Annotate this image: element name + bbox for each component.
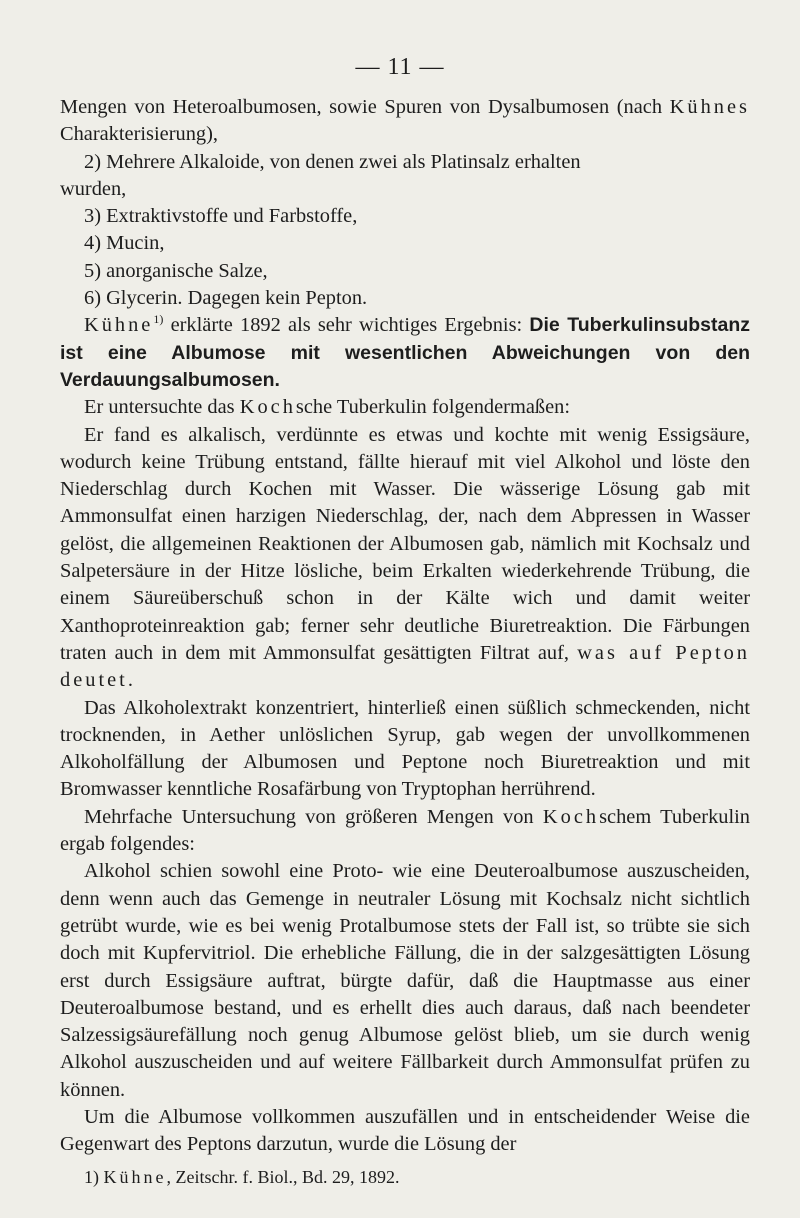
list-item-5: 5) anorganische Salze, [84, 259, 268, 282]
paragraph-text: Mehrfache Untersuchung von größeren Mengen von [84, 805, 543, 828]
footnote [84, 1165, 744, 1189]
paragraph-text: Er untersuchte das [84, 396, 240, 419]
paragraph-text: Er fand es alkalisch, verdünnte es etwas und kochte mit wenig Essigsäure, wodurch keine Trübung entstand, fällte hierauf mit viel Alkohol und löste den Niederschlag durch Kochen mit Wasser. Die wässerige Lösung gab mit Ammonsulfat einen harzigen Niederschlag, der, nach dem Abpressen in Wasser gelöst, die allgemeinen Reaktionen der Albumosen gab, nämlich mit Kochsalz und Salpetersäure in der Hitze lösliche, beim Erkalten wiederkehrende Trübung, die einem Säureüberschuß schon in der Kälte wich und damit weiter Xanthoproteinreaktion gab; ferner sehr deutliche Biuretreaktion. Die Färbungen traten auch in dem mit Ammonsulfat gesättigten Filtrat auf, [60, 423, 750, 664]
paragraph-findings [60, 422, 750, 695]
list-item-3: 3) Extraktivstoffe und Farbstoffe, [84, 205, 358, 228]
author-name: Kühne [84, 314, 154, 337]
list-item-6: 6) Glycerin. Dagegen kein Pepton. [84, 287, 368, 310]
paragraph-repeated-examination [60, 804, 750, 859]
paragraph-kuehne [60, 312, 750, 394]
author-name: Koch [542, 805, 600, 828]
list-item-text: wurden, [60, 177, 127, 200]
paragraph-alcohol-extract: Das Alkoholextrakt konzentriert, hinterließ einen süßlich schmeckenden, nicht trocknenden, in Aether unlöslichen Syrup, gab wegen der unvollkommenen Alkoholfällung der Albumosen und Peptone noch Biuretreaktion und mit Bromwasser kenntliche Rosafärbung von Tryptophan herrührend. [60, 696, 750, 801]
spaced-emphasis: was auf Pepton deutet. [60, 641, 750, 692]
list-item-text: 2) Mehrere Alkaloide, von denen zwei als Platinsalz erhalten [84, 150, 581, 173]
footnote-text: , Zeitschr. f. Biol., Bd. 29, 1892. [166, 1167, 400, 1187]
main-text [60, 94, 750, 1159]
line-text: Mengen von Heteroalbumosen, sowie Spuren von Dysalbumosen (nach [60, 96, 663, 118]
paragraph-precipitation: Um die Albumose vollkommen auszufällen und in entscheidender Weise die Gegenwart des Peptons darzutun, wurde die Lösung der [60, 1105, 750, 1156]
paragraph-koch-method [60, 394, 750, 421]
author-name: Koch [239, 396, 296, 419]
list-item-2 [60, 149, 750, 176]
bold-statement: Die Tuberkulinsubstanz ist eine Albumose mit wesentlichen Abweichungen von den Verdauungsalbumosen. [60, 314, 750, 391]
paragraph-text: sche Tuberkulin folgendermaßen: [295, 396, 570, 419]
footnote-reference: 1) [153, 312, 164, 327]
author-name: Kühne [103, 1167, 167, 1187]
list-item-2-continuation [60, 176, 750, 203]
author-name: Kühnes [669, 96, 750, 118]
paragraph-text: erklärte 1892 als sehr wichtiges Ergebnis: [163, 314, 530, 337]
list-item-4: 4) Mucin, [84, 232, 165, 255]
footnote-marker: 1) [84, 1167, 99, 1187]
paragraph-albumose-analysis: Alkohol schien sowohl eine Proto- wie eine Deuteroalbumose auszuscheiden, denn wenn auch das Gemenge in neutraler Lösung mit Kochsalz nicht sichtlich getrübt wurde, wie es bei wenig Protalbumose stets der Fall ist, so trübte sie sich doch mit Kupfervitriol. Die erhebliche Fällung, die in der salzgesättigten Lösung erst durch Essigsäure auftrat, bürgte dafür, daß die Hauptmasse aus einer Deuteroalbumose bestand, und es erhellt dies auch daraus, daß nach beendeter Salzessigsäurefällung noch genug Albumose gelöst blieb, um sie durch wenig Alkohol auszuscheiden und auf weitere Fällbarkeit durch Ammonsulfat prüfen zu können. [60, 860, 750, 1101]
paragraph-text: schem Tuberkulin ergab folgendes: [60, 805, 750, 856]
text-line-continuation [60, 94, 750, 149]
page-number: — 11 — [355, 54, 445, 80]
line-text: Charakterisierung), [60, 123, 218, 146]
